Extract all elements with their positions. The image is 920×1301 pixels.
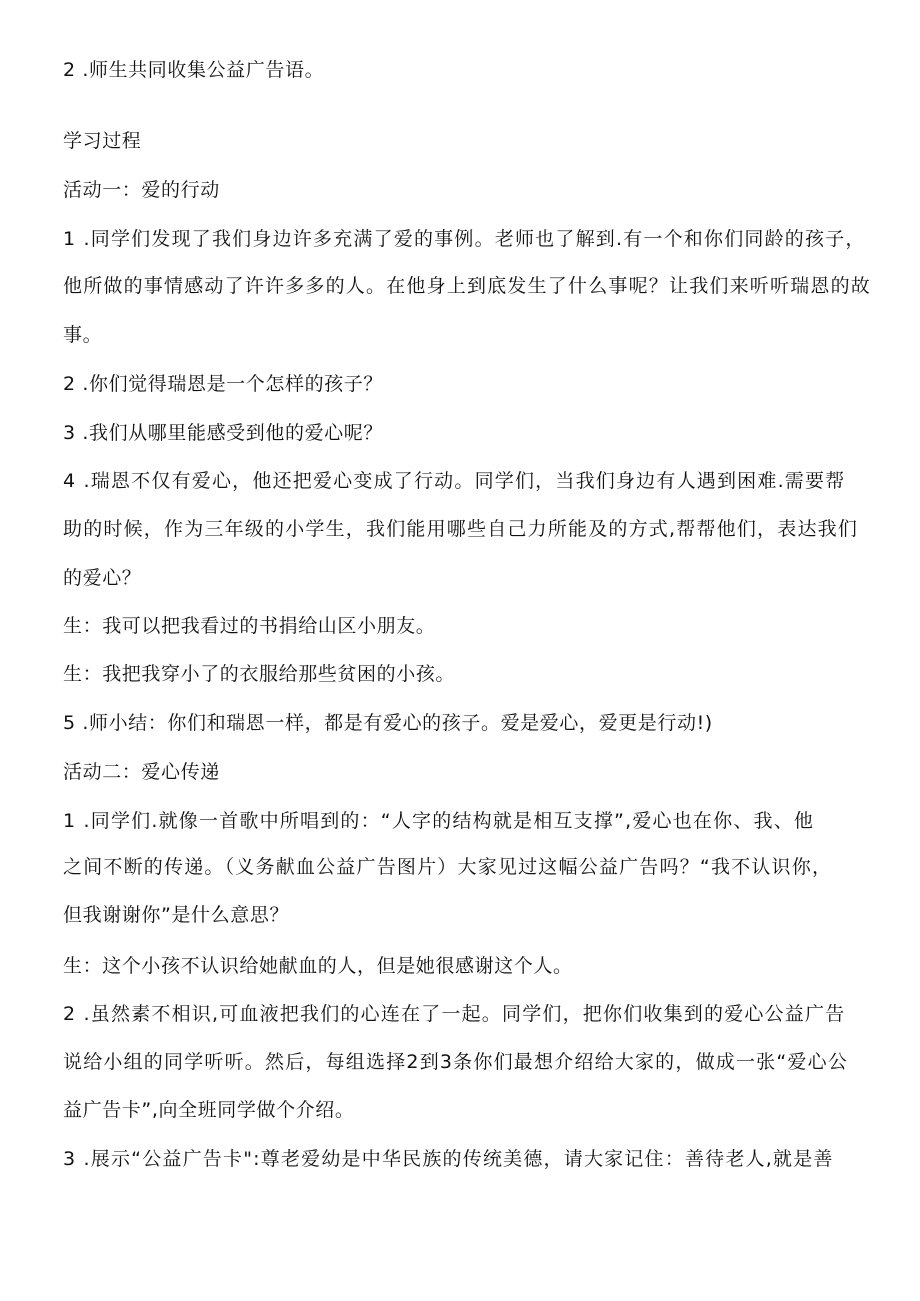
text-line: 但我谢谢你”是什么意思？ <box>63 904 290 926</box>
text-line: 2 .你们觉得瑞恩是一个怎样的孩子？ <box>63 373 383 395</box>
text-line: 2 .师生共同收集公益广告语。 <box>63 59 325 81</box>
section-heading: 学习过程 <box>63 130 142 152</box>
text-line: 3 .展示“公益广告卡":尊老爱幼是中华民族的传统美德，请大家记住：善待老人,就是善 <box>63 1148 834 1170</box>
text-line: 生：我把我穿小了的衣服给那些贫困的小孩。 <box>63 663 456 685</box>
text-line: 生：这个小孩不认识给她献血的人，但是她很感谢这个人。 <box>63 955 573 977</box>
text-line: 益广告卡”,向全班同学做个介绍。 <box>63 1099 355 1121</box>
text-line: 3 .我们从哪里能感受到他的爱心呢？ <box>63 422 383 444</box>
text-line: 事。 <box>63 324 103 346</box>
text-line: 5 .师小结：你们和瑞恩一样，都是有爱心的孩子。爱是爱心，爱更是行动!) <box>63 712 713 734</box>
text-line: 2 .虽然素不相识,可血液把我们的心连在了一起。同学们，把你们收集到的爱心公益广告 <box>63 1003 846 1025</box>
activity-heading: 活动二：爱心传递 <box>63 761 220 783</box>
text-line: 之间不断的传递。（义务献血公益广告图片）大家见过这幅公益广告吗？“我不认识你， <box>63 856 833 878</box>
text-line: 1 .同学们发现了我们身边许多充满了爱的事例。老师也了解到.有一个和你们同龄的孩子， <box>63 228 866 250</box>
text-line: 的爱心？ <box>63 567 142 589</box>
text-line: 生：我可以把我看过的书捐给山区小朋友。 <box>63 615 436 637</box>
text-line: 1 .同学们.就像一首歌中所唱到的：“人字的结构就是相互支撑”,爱心也在你、我、他 <box>63 810 815 832</box>
activity-heading: 活动一：爱的行动 <box>63 179 220 201</box>
text-line: 助的时候，作为三年级的小学生，我们能用哪些自己力所能及的方式,帮帮他们，表达我们 <box>63 518 859 540</box>
text-line: 他所做的事情感动了许许多多的人。在他身上到底发生了什么事呢？让我们来听听瑞恩的故 <box>63 275 872 297</box>
text-line: 4 .瑞恩不仅有爱心，他还把爱心变成了行动。同学们，当我们身边有人遇到困难.需要帮 <box>63 470 846 492</box>
text-line: 说给小组的同学听听。然后，每组选择2到3条你们最想介绍给大家的，做成一张“爱心公 <box>63 1051 849 1073</box>
